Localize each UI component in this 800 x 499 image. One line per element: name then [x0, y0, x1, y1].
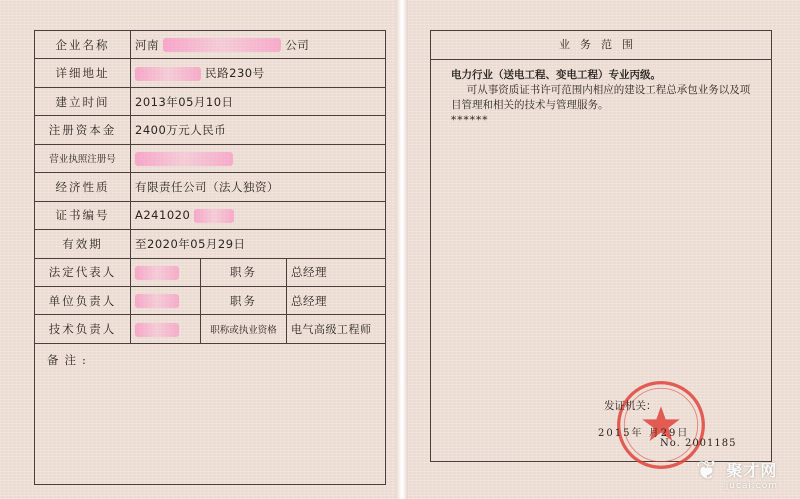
issue-date: 2015年 月29日	[598, 428, 690, 439]
value-legal-rep-role: 总经理	[287, 258, 386, 286]
label-certificate-number: 证书编号	[35, 201, 131, 229]
row-license-number	[35, 144, 386, 172]
row-unit-head	[35, 286, 386, 314]
business-scope-box	[430, 30, 772, 462]
row-economic-nature	[35, 173, 386, 201]
label-validity: 有效期	[35, 230, 131, 258]
label-registered-capital: 注册资本金	[35, 116, 131, 144]
label-legal-rep-role: 职务	[201, 258, 287, 286]
business-scope-header: 业务范围	[431, 31, 771, 60]
redaction-mark	[135, 67, 201, 81]
row-registered-capital	[35, 116, 386, 144]
redaction-mark	[135, 323, 179, 337]
scope-description-text: 可从事资质证书许可范围内相应的建设工程总承包业务以及项目管理和相关的技术与管理服务。	[451, 84, 751, 111]
value-license-number	[131, 144, 386, 172]
label-founded: 建立时间	[35, 87, 131, 115]
site-watermark	[695, 456, 778, 491]
redaction-mark	[135, 266, 179, 280]
certificate-number-prefix: A241020	[135, 208, 191, 223]
company-name-suffix: 公司	[285, 37, 310, 52]
row-certificate-number	[35, 201, 386, 229]
book-gutter	[396, 0, 408, 499]
value-technical-head-title: 电气高级工程师	[287, 315, 386, 343]
certificate-serial-number: No. 2001185	[660, 438, 737, 449]
watermark-en: jucai.com	[725, 481, 778, 491]
label-company-name: 企业名称	[35, 31, 131, 59]
value-founded: 2013年05月10日	[131, 87, 386, 115]
company-info-table	[34, 30, 386, 485]
row-company-name	[35, 31, 386, 59]
issuing-authority-label: 发证机关：	[604, 400, 657, 412]
row-address	[35, 59, 386, 87]
value-validity: 至2020年05月29日	[131, 230, 386, 258]
label-unit-head-role: 职务	[201, 286, 287, 314]
label-license-number: 营业执照注册号	[35, 144, 131, 172]
label-economic-nature: 经济性质	[35, 173, 131, 201]
value-unit-head-role: 总经理	[287, 286, 386, 314]
value-legal-representative	[131, 258, 201, 286]
label-technical-head-title: 职称或执业资格	[201, 315, 287, 343]
label-address: 详细地址	[35, 59, 131, 87]
label-unit-head: 单位负责人	[35, 286, 131, 314]
value-address	[131, 59, 386, 87]
value-unit-head	[131, 286, 201, 314]
value-registered-capital: 2400万元人民币	[131, 116, 386, 144]
watermark-logo-icon: ❦	[695, 456, 718, 486]
row-legal-representative	[35, 258, 386, 286]
scope-qualification-text: 电力行业（送电工程、变电工程）专业丙级。	[451, 69, 661, 81]
value-economic-nature: 有限责任公司（法人独资）	[131, 173, 386, 201]
row-founded	[35, 87, 386, 115]
certificate-left-page	[0, 0, 396, 499]
company-name-prefix: 河南	[135, 37, 159, 52]
redaction-mark	[194, 209, 234, 223]
scope-end-marks: ******	[451, 114, 489, 126]
redaction-mark	[163, 38, 281, 52]
redaction-mark	[135, 152, 233, 166]
address-suffix: 民路230号	[205, 66, 265, 81]
watermark-cn: 聚才网	[726, 461, 778, 480]
business-scope-body	[431, 60, 771, 128]
value-certificate-number	[131, 201, 386, 229]
redaction-mark	[135, 294, 179, 308]
label-technical-head: 技术负责人	[35, 315, 131, 343]
row-validity	[35, 230, 386, 258]
label-legal-representative: 法定代表人	[35, 258, 131, 286]
row-notes	[35, 343, 386, 484]
value-technical-head	[131, 315, 201, 343]
label-notes: 备注:	[47, 352, 92, 367]
row-technical-head	[35, 315, 386, 343]
notes-cell	[35, 343, 386, 484]
value-company-name	[131, 31, 386, 59]
